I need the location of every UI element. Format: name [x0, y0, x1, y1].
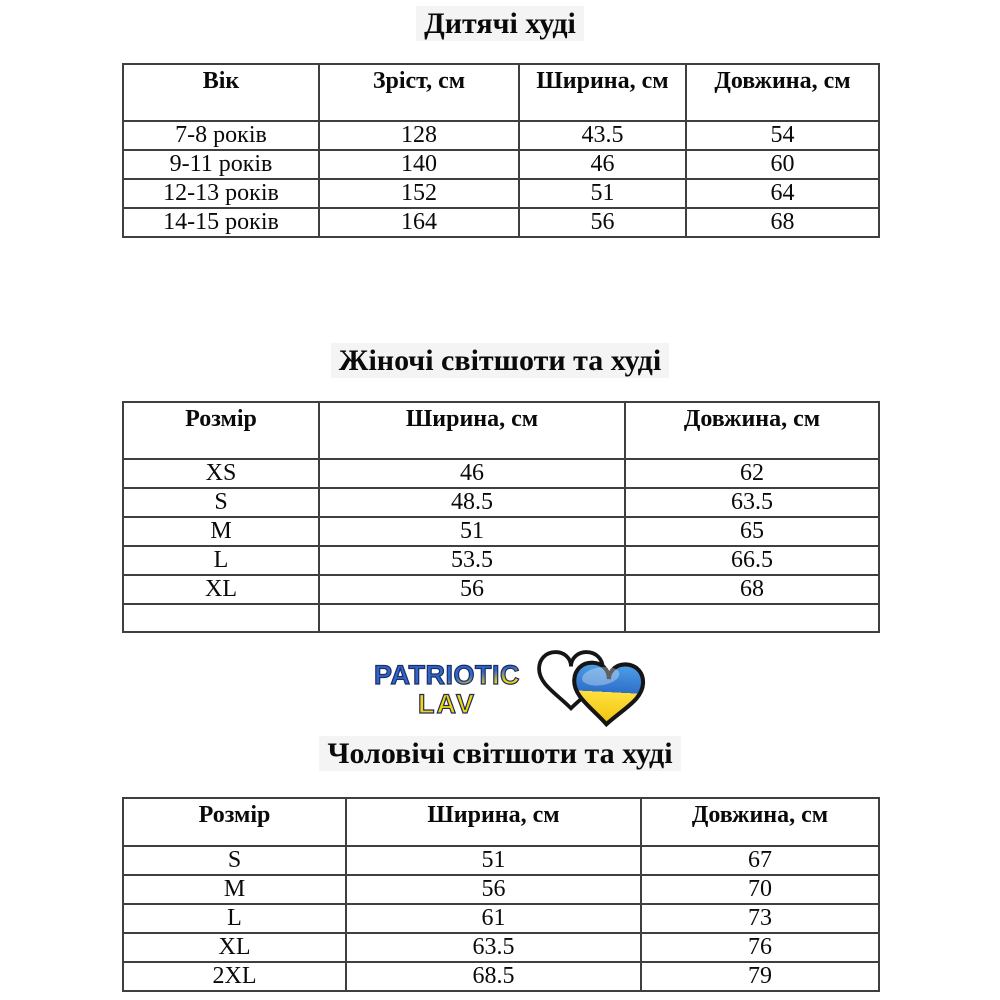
column-header: Зріст, см	[319, 64, 519, 121]
column-header: Ширина, см	[519, 64, 686, 121]
table-cell: 56	[346, 875, 641, 904]
table-cell: 140	[319, 150, 519, 179]
table-cell: 51	[346, 846, 641, 875]
column-header: Довжина, см	[641, 798, 879, 846]
table-cell: 64	[686, 179, 879, 208]
logo-word-patriotic: PATRIOTIC	[374, 660, 520, 690]
table-row	[123, 121, 879, 150]
table-cell: 12-13 років	[123, 179, 319, 208]
table-cell	[319, 604, 625, 632]
table-row	[123, 208, 879, 237]
table-cell	[625, 604, 879, 632]
table-row	[123, 459, 879, 488]
table-cell: 51	[519, 179, 686, 208]
table-cell: 68	[686, 208, 879, 237]
table-cell: L	[123, 904, 346, 933]
table-row	[123, 875, 879, 904]
table-cell: 2XL	[123, 962, 346, 991]
table-cell: 53.5	[319, 546, 625, 575]
logo-word-lav: LAV	[418, 689, 476, 719]
table-header-row	[123, 64, 879, 121]
table-cell: 68.5	[346, 962, 641, 991]
table-cell: 46	[519, 150, 686, 179]
table-row	[123, 962, 879, 991]
table-cell: 63.5	[625, 488, 879, 517]
table-cell: 66.5	[625, 546, 879, 575]
column-header: Розмір	[123, 798, 346, 846]
table-cell: 54	[686, 121, 879, 150]
table-cell: 76	[641, 933, 879, 962]
table-cell: 7-8 років	[123, 121, 319, 150]
table-cell: XS	[123, 459, 319, 488]
column-header: Вік	[123, 64, 319, 121]
kids-size-table	[122, 63, 880, 238]
table-cell: 51	[319, 517, 625, 546]
table-row	[123, 179, 879, 208]
table-cell: M	[123, 875, 346, 904]
table-row	[123, 575, 879, 604]
table-cell: 65	[625, 517, 879, 546]
table-cell: S	[123, 846, 346, 875]
table-cell: 67	[641, 846, 879, 875]
table-cell: 43.5	[519, 121, 686, 150]
table-cell: S	[123, 488, 319, 517]
table-cell: XL	[123, 575, 319, 604]
table-cell: 56	[319, 575, 625, 604]
table-row	[123, 904, 879, 933]
section-title-kids-text: Дитячі худі	[416, 6, 584, 41]
flag-heart-icon	[572, 662, 644, 726]
section-title-women	[0, 344, 1000, 378]
table-cell: 56	[519, 208, 686, 237]
table-cell: 46	[319, 459, 625, 488]
table-row	[123, 517, 879, 546]
men-size-table	[122, 797, 880, 992]
brand-logo-wordmark	[368, 658, 526, 720]
table-cell: 68	[625, 575, 879, 604]
table-cell: 60	[686, 150, 879, 179]
table-cell: 48.5	[319, 488, 625, 517]
brand-logo	[368, 645, 652, 730]
section-title-kids	[0, 7, 1000, 41]
column-header: Розмір	[123, 402, 319, 459]
table-cell: M	[123, 517, 319, 546]
column-header: Довжина, см	[686, 64, 879, 121]
section-title-women-text: Жіночі світшоти та худі	[331, 343, 669, 378]
column-header: Довжина, см	[625, 402, 879, 459]
table-cell: 61	[346, 904, 641, 933]
column-header: Ширина, см	[319, 402, 625, 459]
ukraine-flag-hearts-icon	[532, 645, 652, 730]
table-cell: 14-15 років	[123, 208, 319, 237]
table-cell: 63.5	[346, 933, 641, 962]
table-row	[123, 846, 879, 875]
table-cell: 73	[641, 904, 879, 933]
table-cell: 62	[625, 459, 879, 488]
table-row	[123, 933, 879, 962]
table-cell: 128	[319, 121, 519, 150]
table-header-row	[123, 402, 879, 459]
table-row	[123, 546, 879, 575]
table-cell: XL	[123, 933, 346, 962]
column-header: Ширина, см	[346, 798, 641, 846]
empty-table-row	[123, 604, 879, 632]
table-cell: 70	[641, 875, 879, 904]
table-cell: 79	[641, 962, 879, 991]
table-cell: 164	[319, 208, 519, 237]
section-title-men	[0, 737, 1000, 771]
table-header-row	[123, 798, 879, 846]
women-size-table	[122, 401, 880, 633]
table-cell: 9-11 років	[123, 150, 319, 179]
table-row	[123, 488, 879, 517]
table-row	[123, 150, 879, 179]
table-cell	[123, 604, 319, 632]
table-cell: L	[123, 546, 319, 575]
section-title-men-text: Чоловічі світшоти та худі	[319, 736, 680, 771]
table-cell: 152	[319, 179, 519, 208]
